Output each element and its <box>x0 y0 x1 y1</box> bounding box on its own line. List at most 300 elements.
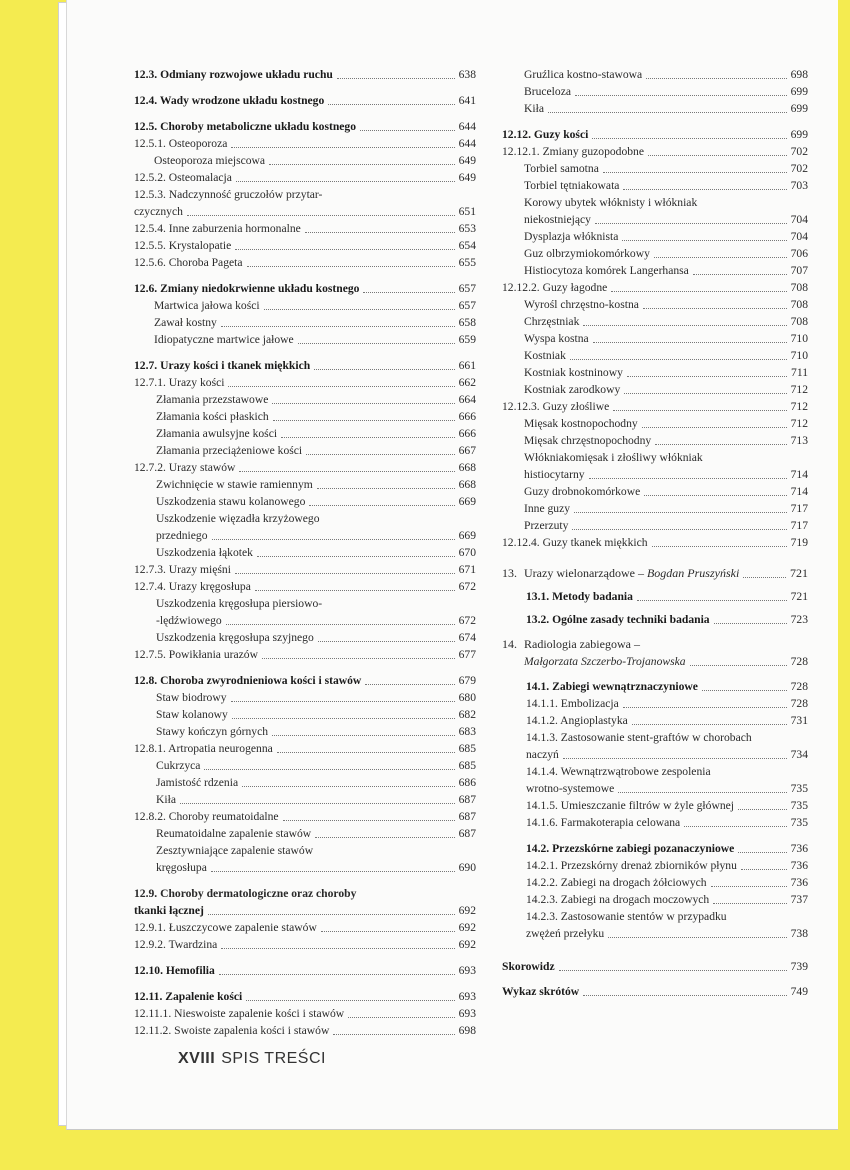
toc-entry-page: 671 <box>458 563 476 576</box>
toc-entry <box>134 723 476 740</box>
toc-entry-title: 12.11.1. Nieswoiste zapalenie kości i stawów <box>134 1007 345 1020</box>
toc-section-heading <box>502 126 808 143</box>
toc-entry-title: Staw kolanowy <box>156 708 228 721</box>
toc-entry-page: 699 <box>790 102 808 115</box>
toc-entry-title: 12.5.4. Inne zaburzenia hormonalne <box>134 222 301 235</box>
leader-dots <box>187 215 455 216</box>
leader-dots <box>221 948 454 949</box>
toc-entry-title: 14.2.1. Przezskórny drenaż zbiorników płynu <box>526 859 737 872</box>
toc-entry-title: 12.7.4. Urazy kręgosłupa <box>134 580 251 593</box>
toc-entry <box>526 891 808 908</box>
toc-entry <box>134 544 476 561</box>
leader-dots <box>231 147 454 148</box>
leader-dots <box>624 393 786 394</box>
toc-entry-page: 738 <box>790 927 808 940</box>
toc-entry-page: 739 <box>790 960 808 973</box>
toc-entry <box>502 100 808 117</box>
toc-entry-page: 712 <box>790 417 808 430</box>
toc-entry <box>502 279 808 296</box>
leader-dots <box>589 478 787 479</box>
leader-dots <box>623 707 787 708</box>
toc-entry-page: 714 <box>790 485 808 498</box>
toc-entry-title: 12.5.6. Choroba Pageta <box>134 256 243 269</box>
toc-entry-title: Osteoporoza miejscowa <box>154 154 266 167</box>
chapter-13-number: 13. <box>502 566 517 580</box>
toc-entry-page: 651 <box>458 205 476 218</box>
toc-entry-page: 666 <box>458 410 476 423</box>
toc-entry <box>134 825 476 842</box>
chapter-13-page: 721 <box>790 566 808 580</box>
toc-entry-title: Idiopatyczne martwice jałowe <box>154 333 294 346</box>
toc-entry-page: 686 <box>458 776 476 789</box>
toc-entry <box>502 143 808 160</box>
toc-entry-title: 14.1.1. Embolizacja <box>526 697 619 710</box>
toc-entry-page: 658 <box>458 316 476 329</box>
toc-entry-page: 703 <box>790 179 808 192</box>
toc-entry-title: 12.11.2. Swoiste zapalenia kości i stawów <box>134 1024 330 1037</box>
toc-entry-title: Uszkodzenia łąkotek <box>156 546 253 559</box>
toc-entry-wrapped <box>134 842 476 859</box>
leader-dots <box>236 181 455 182</box>
toc-entry-title: Martwica jałowa kości <box>154 299 260 312</box>
toc-entry-page: 713 <box>790 434 808 447</box>
leader-dots <box>738 852 786 853</box>
leader-dots <box>583 325 786 326</box>
toc-entry-page: 685 <box>458 742 476 755</box>
toc-entry-page: 692 <box>458 921 476 934</box>
toc-entry-page: 708 <box>790 298 808 311</box>
leader-dots <box>328 104 454 105</box>
toc-entry-title: Kostniak kostninowy <box>524 366 623 379</box>
toc-entry-title: Guz olbrzymiokomórkowy <box>524 247 650 260</box>
leader-dots <box>314 369 454 370</box>
leader-dots <box>575 95 787 96</box>
toc-entry-page: 749 <box>790 985 808 998</box>
leader-dots <box>180 803 455 804</box>
toc-entry-title: Wykaz skrótów <box>502 985 580 998</box>
toc-entry-title: 12.5. Choroby metaboliczne układu kostnego <box>134 120 357 133</box>
toc-entry-page: 714 <box>790 468 808 481</box>
leader-dots <box>277 752 455 753</box>
leader-dots <box>360 130 455 131</box>
toc-entry-title: 12.7. Urazy kości i tkanek miękkich <box>134 359 311 372</box>
toc-entry <box>526 857 808 874</box>
toc-entry-title: Złamania kości płaskich <box>156 410 269 423</box>
toc-entry-title: Histiocytoza komórek Langerhansa <box>524 264 689 277</box>
leader-dots <box>257 556 455 557</box>
toc-entry-page: 672 <box>458 580 476 593</box>
toc-entry <box>134 220 476 237</box>
toc-entry-title: Uszkodzenia kręgosłupa piersiowo- <box>156 597 323 610</box>
leader-dots <box>208 914 455 915</box>
toc-entry-page: 702 <box>790 145 808 158</box>
toc-entry-wrapped <box>502 194 808 211</box>
toc-entry-title: -lędźwiowego <box>156 614 222 627</box>
toc-entry-title: 12.12.3. Guzy złośliwe <box>502 400 610 413</box>
toc-entry-page: 719 <box>790 536 808 549</box>
toc-entry-page: 692 <box>458 938 476 951</box>
toc-entry-title: 13.1. Metody badania <box>526 590 633 603</box>
toc-entry-title: Złamania przeciążeniowe kości <box>156 444 303 457</box>
toc-entry-title: Dysplazja włóknista <box>524 230 619 243</box>
toc-entry-page: 641 <box>458 94 476 107</box>
leader-dots <box>595 223 787 224</box>
toc-entry-page: 687 <box>458 810 476 823</box>
leader-dots <box>306 454 454 455</box>
leader-dots <box>548 112 787 113</box>
leader-dots <box>693 274 787 275</box>
leader-dots <box>648 155 787 156</box>
toc-section-heading <box>134 92 476 109</box>
toc-entry-page: 710 <box>790 349 808 362</box>
toc-entry-title: Zawał kostny <box>154 316 217 329</box>
toc-entry <box>134 314 476 331</box>
toc-entry-wrapped <box>134 186 476 203</box>
leader-dots <box>348 1017 454 1018</box>
leader-dots <box>593 342 787 343</box>
toc-entry-page: 672 <box>458 614 476 627</box>
toc-entry-page: 669 <box>458 529 476 542</box>
toc-entry-title: 12.7.2. Urazy stawów <box>134 461 236 474</box>
toc-entry <box>134 476 476 493</box>
toc-entry-page: 687 <box>458 793 476 806</box>
chapter-14 <box>502 636 808 942</box>
toc-entry-page: 674 <box>458 631 476 644</box>
toc-entry-page: 667 <box>458 444 476 457</box>
toc-entry-title: Uszkodzenia kręgosłupa szyjnego <box>156 631 314 644</box>
toc-entry-page: 644 <box>458 137 476 150</box>
toc-entry <box>134 1005 476 1022</box>
toc-section-heading <box>526 840 808 857</box>
toc-entry <box>526 780 808 797</box>
toc-entry <box>134 203 476 220</box>
leader-dots <box>235 573 455 574</box>
toc-entry <box>134 791 476 808</box>
leader-dots <box>318 641 455 642</box>
toc-entry-page: 687 <box>458 827 476 840</box>
leader-dots <box>221 326 455 327</box>
toc-entry-title: 14.1. Zabiegi wewnątrznaczyniowe <box>526 680 698 693</box>
toc-entry <box>134 374 476 391</box>
toc-entry-title: 14.1.2. Angioplastyka <box>526 714 628 727</box>
leader-dots <box>272 403 454 404</box>
toc-entry-page: 677 <box>458 648 476 661</box>
toc-entry-wrapped <box>134 595 476 612</box>
toc-entry-title: Uszkodzenia stawu kolanowego <box>156 495 306 508</box>
toc-entry <box>502 83 808 100</box>
leader-dots <box>212 539 455 540</box>
leader-dots <box>741 869 787 870</box>
toc-entry-page: 638 <box>458 68 476 81</box>
toc-entry-title: 14.2.3. Zastosowanie stentów w przypadku <box>526 910 727 923</box>
toc-entry <box>134 859 476 876</box>
toc-entry-page: 682 <box>458 708 476 721</box>
toc-entry-page: 731 <box>790 714 808 727</box>
toc-entry <box>134 808 476 825</box>
leader-dots <box>618 792 786 793</box>
toc-entry-title: czycznych <box>134 205 183 218</box>
toc-entry-title: 14.1.5. Umieszczanie filtrów w żyle głównej <box>526 799 734 812</box>
toc-entry-page: 707 <box>790 264 808 277</box>
toc-section <box>134 280 476 348</box>
leader-dots <box>269 164 455 165</box>
toc-entry <box>502 211 808 228</box>
toc-entry-page: 736 <box>790 842 808 855</box>
leader-dots <box>321 931 455 932</box>
leader-dots <box>559 970 787 971</box>
toc-entry-title: 12.5.5. Krystalopatie <box>134 239 232 252</box>
toc-entry <box>134 612 476 629</box>
leader-dots <box>239 471 454 472</box>
chapter-14-author-line <box>502 653 808 670</box>
leader-dots <box>711 886 787 887</box>
toc-entry <box>134 689 476 706</box>
toc-entry-title: Uszkodzenie więzadła krzyżowego <box>156 512 320 525</box>
toc-entry-title: 12.4. Wady wrodzone układu kostnego <box>134 94 325 107</box>
toc-entry-page: 717 <box>790 519 808 532</box>
toc-entry-title: 14.2. Przezskórne zabiegi pozanaczyniowe <box>526 842 735 855</box>
toc-entry-title: 12.9.1. Łuszczycowe zapalenie stawów <box>134 921 317 934</box>
toc-entry-wrapped <box>134 510 476 527</box>
toc-entry-page: 702 <box>790 162 808 175</box>
toc-section <box>134 885 476 953</box>
index-entry <box>502 983 808 1000</box>
toc-entry-page: 698 <box>458 1024 476 1037</box>
toc-entry-title: przedniego <box>156 529 208 542</box>
toc-entry-title: 12.9. Choroby dermatologiczne oraz choroby <box>134 887 357 900</box>
toc-section <box>134 66 476 83</box>
toc-entry-title: 12.12. Guzy kości <box>502 128 589 141</box>
toc-entry <box>502 466 808 483</box>
toc-entry <box>134 936 476 953</box>
toc-entry-title: Kiła <box>524 102 544 115</box>
toc-entry <box>502 381 808 398</box>
toc-entry <box>134 169 476 186</box>
toc-section <box>134 357 476 663</box>
toc-entry <box>134 408 476 425</box>
toc-entry-title: Skorowidz <box>502 960 555 973</box>
leader-dots <box>654 257 787 258</box>
toc-entry <box>502 398 808 415</box>
toc-entry-page: 698 <box>790 68 808 81</box>
toc-entry-page: 649 <box>458 154 476 167</box>
chapter-14-heading <box>502 636 808 653</box>
toc-section <box>134 672 476 876</box>
leader-dots <box>644 495 786 496</box>
toc-entry-page: 680 <box>458 691 476 704</box>
toc-entry-page: 723 <box>790 613 808 626</box>
toc-entry-page: 710 <box>790 332 808 345</box>
toc-entry <box>502 517 808 534</box>
chapter-14-number: 14. <box>502 637 517 651</box>
toc-entry-wrapped <box>502 449 808 466</box>
toc-entry <box>526 712 808 729</box>
leader-dots <box>235 249 454 250</box>
toc-entry-page: 717 <box>790 502 808 515</box>
toc-entry-page: 690 <box>458 861 476 874</box>
toc-entry-title: Złamania awulsyjne kości <box>156 427 278 440</box>
toc-entry-title: 12.5.3. Nadczynność gruczołów przytar- <box>134 188 323 201</box>
toc-entry-title: 12.8. Choroba zwyrodnieniowa kości i stawów <box>134 674 362 687</box>
toc-entry <box>134 1022 476 1039</box>
toc-entry-title: Kostniak zarodkowy <box>524 383 621 396</box>
toc-entry-page: 659 <box>458 333 476 346</box>
toc-right-column <box>502 66 808 1008</box>
leader-dots <box>623 189 786 190</box>
footer-title: SPIS TREŚCI <box>221 1050 326 1067</box>
toc-entry <box>134 578 476 595</box>
toc-entry-page: 712 <box>790 383 808 396</box>
toc-entry-title: Przerzuty <box>524 519 569 532</box>
toc-entry <box>134 561 476 578</box>
toc-entry-page: 679 <box>458 674 476 687</box>
toc-entry <box>502 432 808 449</box>
toc-entry-page: 670 <box>458 546 476 559</box>
toc-entry-title: 14.2.2. Zabiegi na drogach żółciowych <box>526 876 707 889</box>
toc-entry-title: 13.2. Ogólne zasady techniki badania <box>526 613 710 626</box>
chapter-13-heading <box>502 565 808 582</box>
chapter-14-author: Małgorzata Szczerbo-Trojanowska <box>524 655 686 668</box>
toc-entry <box>502 330 808 347</box>
toc-entry <box>134 774 476 791</box>
toc-entry-page: 649 <box>458 171 476 184</box>
chapter-14-title: Radiologia zabiegowa – <box>524 637 640 651</box>
toc-entry-page: 737 <box>790 893 808 906</box>
toc-entry <box>134 493 476 510</box>
toc-entry-page: 693 <box>458 964 476 977</box>
toc-entry-page: 654 <box>458 239 476 252</box>
leader-dots <box>365 684 454 685</box>
toc-entry <box>502 245 808 262</box>
toc-entry <box>134 919 476 936</box>
toc-entry <box>502 177 808 194</box>
leader-dots <box>337 78 455 79</box>
chapter-13-section <box>526 611 808 628</box>
toc-entry <box>502 160 808 177</box>
toc-entry-title: Stawy kończyn górnych <box>156 725 269 738</box>
toc-entry <box>502 500 808 517</box>
leader-dots <box>608 937 786 938</box>
toc-section <box>134 962 476 979</box>
leader-dots <box>632 724 787 725</box>
toc-entry-title: 12.12.2. Guzy łagodne <box>502 281 608 294</box>
toc-entry <box>134 706 476 723</box>
leader-dots <box>363 292 454 293</box>
toc-left-column <box>134 66 476 1048</box>
leader-dots <box>333 1034 454 1035</box>
toc-entry-page: 735 <box>790 782 808 795</box>
toc-entry-page: 735 <box>790 799 808 812</box>
leader-dots <box>642 427 787 428</box>
toc-entry-title: 14.1.6. Farmakoterapia celowana <box>526 816 681 829</box>
leader-dots <box>264 309 455 310</box>
toc-entry-title: 12.7.5. Powikłania urazów <box>134 648 258 661</box>
leader-dots <box>655 444 786 445</box>
leader-dots <box>231 701 455 702</box>
toc-entry-page: 693 <box>458 990 476 1003</box>
toc-entry <box>502 534 808 551</box>
chapter-14-page: 728 <box>790 655 808 668</box>
toc-entry-page: 699 <box>790 128 808 141</box>
toc-entry-title: Gruźlica kostno-stawowa <box>524 68 643 81</box>
toc-entry-page: 668 <box>458 478 476 491</box>
leader-dots <box>262 658 455 659</box>
leader-dots <box>643 308 787 309</box>
toc-entry <box>134 254 476 271</box>
footer-page-number: XVIII <box>178 1050 216 1067</box>
toc-entry-page: 728 <box>790 697 808 710</box>
leader-dots <box>305 232 455 233</box>
toc-entry <box>134 740 476 757</box>
toc-entry-page: 668 <box>458 461 476 474</box>
leader-dots <box>232 718 455 719</box>
toc-entry-title: Guzy drobnokomórkowe <box>524 485 641 498</box>
toc-entry <box>526 797 808 814</box>
toc-entry-title: tkanki łącznej <box>134 904 204 917</box>
toc-entry <box>502 364 808 381</box>
toc-entry-title: Mięsak kostnopochodny <box>524 417 638 430</box>
leader-dots <box>563 758 787 759</box>
toc-entry-title: Wyspa kostna <box>524 332 589 345</box>
leader-dots <box>738 809 787 810</box>
toc-entry-title: 12.7.1. Urazy kości <box>134 376 225 389</box>
toc-entry-title: Reumatoidalne zapalenie stawów <box>156 827 312 840</box>
toc-entry-title: 12.3. Odmiany rozwojowe układu ruchu <box>134 68 333 81</box>
leader-dots <box>247 266 455 267</box>
toc-entry-title: 12.12.4. Guzy tkanek miękkich <box>502 536 648 549</box>
leader-dots <box>574 512 787 513</box>
leader-dots <box>611 291 786 292</box>
toc-entry <box>502 483 808 500</box>
toc-section <box>134 118 476 271</box>
toc-entry-title: 14.2.3. Zabiegi na drogach moczowych <box>526 893 710 906</box>
chapter-13-dash: – <box>634 566 647 580</box>
toc-entry-page: 653 <box>458 222 476 235</box>
toc-entry <box>134 757 476 774</box>
toc-entry <box>526 746 808 763</box>
toc-section-heading <box>134 962 476 979</box>
toc-entry-page: 664 <box>458 393 476 406</box>
toc-entry <box>134 152 476 169</box>
toc-entry <box>502 415 808 432</box>
chapter-13-section <box>526 588 808 605</box>
toc-entry-page: 683 <box>458 725 476 738</box>
toc-entry <box>134 629 476 646</box>
toc-entry-page: 736 <box>790 876 808 889</box>
leader-dots <box>228 386 454 387</box>
leader-dots <box>272 735 455 736</box>
toc-entry-title: 14.1.4. Wewnątrzwątrobowe zespolenia <box>526 765 711 778</box>
leader-dots <box>246 1000 454 1001</box>
toc-entry-wrapped <box>134 885 476 902</box>
toc-entry-title: 12.11. Zapalenie kości <box>134 990 243 1003</box>
toc-entry <box>502 313 808 330</box>
toc-entry-page: 657 <box>458 299 476 312</box>
leader-dots <box>583 995 786 996</box>
toc-section <box>134 988 476 1039</box>
toc-entry-title: zwężeń przełyku <box>526 927 605 940</box>
leader-dots <box>317 488 455 489</box>
toc-entry-title: Korowy ubytek włóknisty i włókniak <box>524 196 698 209</box>
toc-section <box>502 126 808 551</box>
toc-entry-title: Zesztywniające zapalenie stawów <box>156 844 314 857</box>
leader-dots <box>713 903 786 904</box>
toc-entry-page: 708 <box>790 281 808 294</box>
toc-entry-title: Włókniakomięsak i złośliwy włókniak <box>524 451 703 464</box>
toc-entry-page: 685 <box>458 759 476 772</box>
toc-entry-page: 693 <box>458 1007 476 1020</box>
leader-dots <box>603 172 787 173</box>
